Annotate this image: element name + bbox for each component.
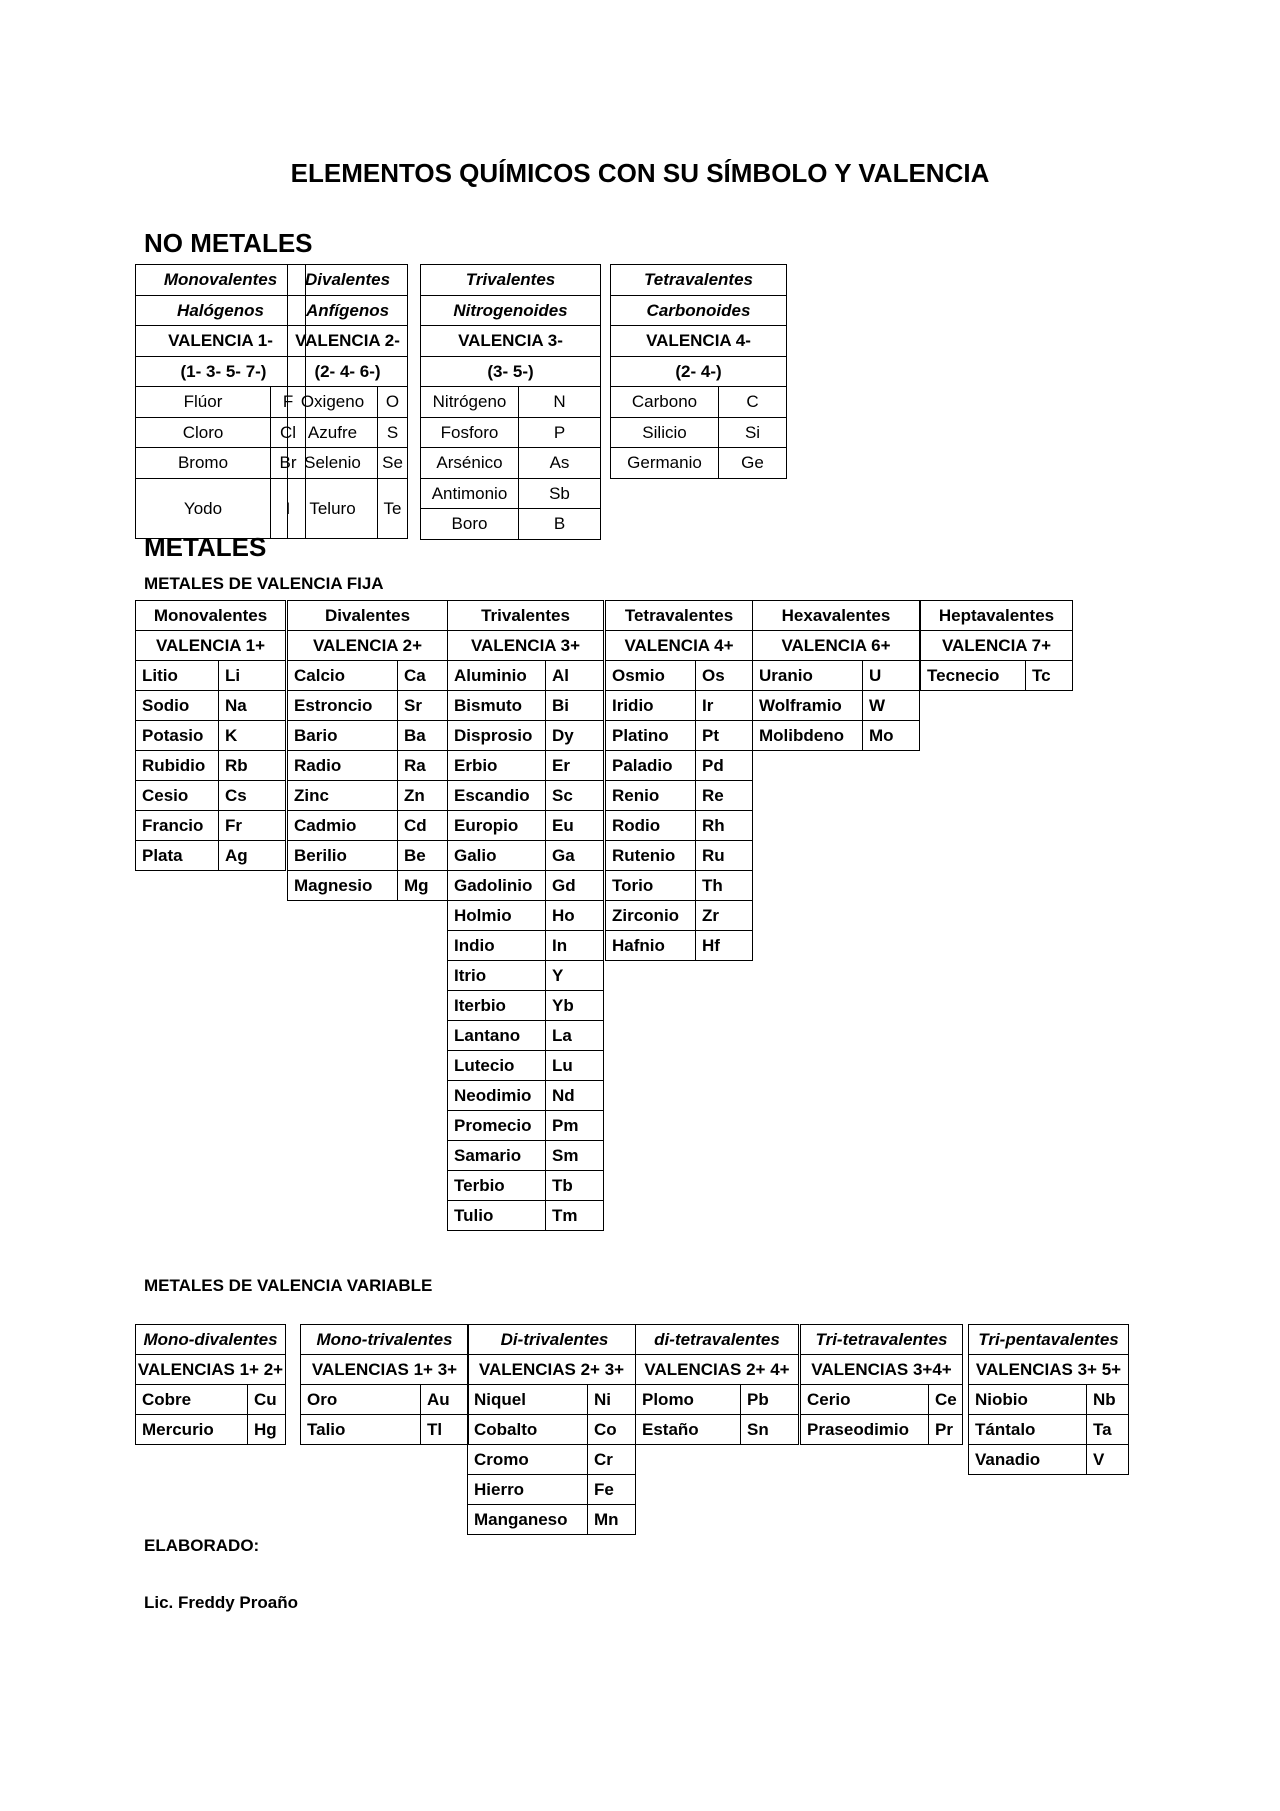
element-name: Promecio (448, 1111, 546, 1141)
metales-fija-group (135, 600, 286, 871)
element-symbol: C (719, 387, 787, 418)
element-symbol: B (519, 509, 601, 540)
element-name: Tulio (448, 1201, 546, 1231)
element-symbol: Pr (929, 1415, 963, 1445)
no-metales-group-table (420, 264, 601, 540)
metales-fija-section (135, 600, 1085, 1225)
element-symbol: U (863, 661, 920, 691)
element-name: Berilio (288, 841, 398, 871)
element-symbol: Ta (1087, 1415, 1129, 1445)
metales-fija-group (920, 600, 1073, 691)
group-type-header: Tri-tetravalentes (801, 1325, 963, 1355)
group-type-header: Tetravalentes (611, 265, 787, 296)
element-symbol: Re (696, 781, 753, 811)
element-name: Talio (301, 1415, 421, 1445)
no-metales-group-table (287, 264, 408, 539)
group-type-header: Heptavalentes (921, 601, 1073, 631)
element-symbol: Pd (696, 751, 753, 781)
metales-fija-group-table (752, 600, 920, 751)
element-name: Estaño (636, 1415, 741, 1445)
element-name: Bromo (136, 448, 271, 479)
element-name: Francio (136, 811, 219, 841)
element-symbol: Li (219, 661, 286, 691)
element-symbol: Hg (248, 1415, 286, 1445)
element-name: Renio (606, 781, 696, 811)
group-type-header: Divalentes (288, 265, 408, 296)
element-symbol: Nb (1087, 1385, 1129, 1415)
group-type-header: Divalentes (288, 601, 448, 631)
element-symbol: Eu (546, 811, 604, 841)
metales-fija-group-table (920, 600, 1073, 691)
element-symbol: Mn (588, 1505, 636, 1535)
metales-variable-group-table (467, 1324, 636, 1535)
element-name: Tántalo (969, 1415, 1087, 1445)
group-type-header: Monovalentes (136, 265, 306, 296)
group-valencia-header: VALENCIAS 2+ 3+ (468, 1355, 636, 1385)
element-name: Disprosio (448, 721, 546, 751)
element-name: Hierro (468, 1475, 588, 1505)
element-name: Europio (448, 811, 546, 841)
group-type-header: Monovalentes (136, 601, 286, 631)
element-name: Carbono (611, 387, 719, 418)
element-name: Radio (288, 751, 398, 781)
element-name: Flúor (136, 387, 271, 418)
element-symbol: Ra (398, 751, 448, 781)
element-symbol: Si (719, 417, 787, 448)
element-symbol: Ru (696, 841, 753, 871)
element-symbol: F (271, 387, 306, 418)
element-symbol: Cd (398, 811, 448, 841)
element-name: Plomo (636, 1385, 741, 1415)
element-name: Samario (448, 1141, 546, 1171)
author-name: Lic. Freddy Proaño (144, 1593, 298, 1612)
group-family-header: Anfígenos (288, 295, 408, 326)
group-type-header: Mono-divalentes (136, 1325, 286, 1355)
element-name: Gadolinio (448, 871, 546, 901)
element-symbol: Se (378, 448, 408, 479)
metales-variable-group (300, 1324, 469, 1445)
page-title: ELEMENTOS QUÍMICOS CON SU SÍMBOLO Y VALENCIA (290, 158, 990, 188)
element-symbol: O (378, 387, 408, 418)
element-symbol: Pt (696, 721, 753, 751)
no-metales-heading: NO METALES (144, 228, 313, 258)
element-name: Molibdeno (753, 721, 863, 751)
element-symbol: La (546, 1021, 604, 1051)
element-symbol: Bi (546, 691, 604, 721)
element-symbol: Os (696, 661, 753, 691)
no-metales-group (420, 264, 601, 540)
no-metales-section (135, 264, 785, 534)
element-name: Paladio (606, 751, 696, 781)
group-valencia-header: VALENCIAS 3+ 5+ (969, 1355, 1129, 1385)
no-metales-group (610, 264, 787, 479)
element-name: Oro (301, 1385, 421, 1415)
element-name: Antimonio (421, 478, 519, 509)
metales-variable-group (135, 1324, 286, 1445)
element-name: Indio (448, 931, 546, 961)
element-symbol: Ca (398, 661, 448, 691)
element-name: Osmio (606, 661, 696, 691)
element-symbol: Ce (929, 1385, 963, 1415)
element-symbol: Rh (696, 811, 753, 841)
element-name: Silicio (611, 417, 719, 448)
element-symbol: Co (588, 1415, 636, 1445)
metales-variable-group (635, 1324, 799, 1445)
element-symbol: Er (546, 751, 604, 781)
element-symbol: Ni (588, 1385, 636, 1415)
element-name: Mercurio (136, 1415, 248, 1445)
element-name: Fosforo (421, 417, 519, 448)
element-name: Terbio (448, 1171, 546, 1201)
group-valencias-header: (1- 3- 5- 7-) (136, 356, 306, 387)
metales-variable-group-table (135, 1324, 286, 1445)
metales-fija-group (752, 600, 920, 751)
element-name: Neodimio (448, 1081, 546, 1111)
element-symbol: Tm (546, 1201, 604, 1231)
element-name: Lutecio (448, 1051, 546, 1081)
group-valencia-header: VALENCIA 4- (611, 326, 787, 357)
element-name: Wolframio (753, 691, 863, 721)
element-name: Potasio (136, 721, 219, 751)
element-name: Iterbio (448, 991, 546, 1021)
element-symbol: W (863, 691, 920, 721)
group-valencia-header: VALENCIAS 1+ 2+ (136, 1355, 286, 1385)
element-symbol: Dy (546, 721, 604, 751)
element-name: Boro (421, 509, 519, 540)
element-name: Magnesio (288, 871, 398, 901)
group-valencia-header: VALENCIAS 1+ 3+ (301, 1355, 469, 1385)
element-name: Cloro (136, 417, 271, 448)
element-name: Yodo (136, 478, 271, 538)
element-symbol: Ir (696, 691, 753, 721)
element-name: Escandio (448, 781, 546, 811)
element-name: Niobio (969, 1385, 1087, 1415)
element-name: Rubidio (136, 751, 219, 781)
element-name: Vanadio (969, 1445, 1087, 1475)
group-valencia-header: VALENCIA 7+ (921, 631, 1073, 661)
metales-fija-group (447, 600, 604, 1231)
metales-fija-group-table (447, 600, 604, 1231)
element-name: Erbio (448, 751, 546, 781)
element-symbol: Fe (588, 1475, 636, 1505)
metales-variable-group (800, 1324, 963, 1445)
metales-fija-group (605, 600, 753, 961)
elaborado-label: ELABORADO: (144, 1536, 260, 1555)
group-valencia-header: VALENCIA 3+ (448, 631, 604, 661)
element-symbol: Be (398, 841, 448, 871)
metales-fija-group-table (287, 600, 448, 901)
element-symbol: Sc (546, 781, 604, 811)
element-symbol: Cl (271, 417, 306, 448)
element-name: Hafnio (606, 931, 696, 961)
group-valencias-header: (2- 4- 6-) (288, 356, 408, 387)
group-family-header: Halógenos (136, 295, 306, 326)
element-name: Cobalto (468, 1415, 588, 1445)
element-name: Cadmio (288, 811, 398, 841)
metales-variable-group (968, 1324, 1129, 1475)
element-symbol: Mo (863, 721, 920, 751)
element-symbol: Gd (546, 871, 604, 901)
element-name: Tecnecio (921, 661, 1026, 691)
element-name: Zirconio (606, 901, 696, 931)
no-metales-group-table (610, 264, 787, 479)
group-valencia-header: VALENCIAS 3+4+ (801, 1355, 963, 1385)
element-name: Bario (288, 721, 398, 751)
metales-fija-heading: METALES DE VALENCIA FIJA (144, 574, 384, 593)
element-symbol: Sr (398, 691, 448, 721)
element-name: Rutenio (606, 841, 696, 871)
element-name: Selenio (288, 448, 378, 479)
group-family-header: Nitrogenoides (421, 295, 601, 326)
group-family-header: Carbonoides (611, 295, 787, 326)
element-symbol: Br (271, 448, 306, 479)
element-name: Germanio (611, 448, 719, 479)
element-symbol: Te (378, 478, 408, 538)
group-valencia-header: VALENCIA 2+ (288, 631, 448, 661)
element-name: Rodio (606, 811, 696, 841)
element-name: Oxigeno (288, 387, 378, 418)
metales-heading: METALES (144, 532, 267, 562)
element-name: Litio (136, 661, 219, 691)
group-type-header: Tetravalentes (606, 601, 753, 631)
element-name: Niquel (468, 1385, 588, 1415)
element-name: Cobre (136, 1385, 248, 1415)
element-symbol: Au (421, 1385, 469, 1415)
element-name: Iridio (606, 691, 696, 721)
element-symbol: Pm (546, 1111, 604, 1141)
element-symbol: Cu (248, 1385, 286, 1415)
element-symbol: Mg (398, 871, 448, 901)
element-name: Zinc (288, 781, 398, 811)
element-name: Itrio (448, 961, 546, 991)
element-name: Cesio (136, 781, 219, 811)
metales-variable-section (135, 1324, 1145, 1534)
element-name: Aluminio (448, 661, 546, 691)
element-name: Plata (136, 841, 219, 871)
element-name: Azufre (288, 417, 378, 448)
metales-fija-group (287, 600, 448, 901)
no-metales-group (287, 264, 408, 539)
element-name: Holmio (448, 901, 546, 931)
group-type-header: Di-trivalentes (468, 1325, 636, 1355)
group-type-header: di-tetravalentes (636, 1325, 799, 1355)
group-valencia-header: VALENCIA 6+ (753, 631, 920, 661)
group-valencias-header: (3- 5-) (421, 356, 601, 387)
element-symbol: Yb (546, 991, 604, 1021)
element-name: Estroncio (288, 691, 398, 721)
metales-variable-heading: METALES DE VALENCIA VARIABLE (144, 1276, 433, 1295)
group-type-header: Trivalentes (448, 601, 604, 631)
group-valencia-header: VALENCIA 2- (288, 326, 408, 357)
element-symbol: Ba (398, 721, 448, 751)
element-symbol: Zn (398, 781, 448, 811)
element-symbol: Fr (219, 811, 286, 841)
element-name: Bismuto (448, 691, 546, 721)
element-symbol: Tl (421, 1415, 469, 1445)
element-symbol: Na (219, 691, 286, 721)
element-symbol: Ga (546, 841, 604, 871)
element-name: Manganeso (468, 1505, 588, 1535)
element-symbol: Cs (219, 781, 286, 811)
element-name: Uranio (753, 661, 863, 691)
element-name: Arsénico (421, 448, 519, 479)
element-symbol: Sm (546, 1141, 604, 1171)
group-type-header: Hexavalentes (753, 601, 920, 631)
group-valencia-header: VALENCIAS 2+ 4+ (636, 1355, 799, 1385)
element-symbol: Al (546, 661, 604, 691)
element-symbol: In (546, 931, 604, 961)
group-valencia-header: VALENCIA 3- (421, 326, 601, 357)
metales-fija-group-table (605, 600, 753, 961)
element-name: Galio (448, 841, 546, 871)
element-symbol: Th (696, 871, 753, 901)
element-name: Calcio (288, 661, 398, 691)
element-symbol: Ge (719, 448, 787, 479)
element-name: Teluro (288, 478, 378, 538)
element-symbol: Sn (741, 1415, 799, 1445)
element-symbol: Tc (1026, 661, 1073, 691)
element-symbol: Sb (519, 478, 601, 509)
element-name: Lantano (448, 1021, 546, 1051)
group-type-header: Mono-trivalentes (301, 1325, 469, 1355)
group-type-header: Tri-pentavalentes (969, 1325, 1129, 1355)
element-symbol: Tb (546, 1171, 604, 1201)
metales-fija-group-table (135, 600, 286, 871)
element-name: Praseodimio (801, 1415, 929, 1445)
element-symbol: Ho (546, 901, 604, 931)
element-symbol: I (271, 478, 306, 538)
group-valencia-header: VALENCIA 4+ (606, 631, 753, 661)
element-name: Platino (606, 721, 696, 751)
group-valencias-header: (2- 4-) (611, 356, 787, 387)
element-symbol: Ag (219, 841, 286, 871)
element-symbol: As (519, 448, 601, 479)
group-valencia-header: VALENCIA 1- (136, 326, 306, 357)
element-symbol: Cr (588, 1445, 636, 1475)
element-name: Sodio (136, 691, 219, 721)
element-name: Nitrógeno (421, 387, 519, 418)
metales-variable-group-table (800, 1324, 963, 1445)
metales-variable-group-table (300, 1324, 469, 1445)
element-name: Cromo (468, 1445, 588, 1475)
element-symbol: N (519, 387, 601, 418)
element-symbol: Zr (696, 901, 753, 931)
metales-variable-group (467, 1324, 636, 1535)
element-symbol: S (378, 417, 408, 448)
group-type-header: Trivalentes (421, 265, 601, 296)
metales-variable-group-table (968, 1324, 1129, 1475)
no-metales-group (135, 264, 306, 539)
element-symbol: Pb (741, 1385, 799, 1415)
element-symbol: Lu (546, 1051, 604, 1081)
metales-variable-group-table (635, 1324, 799, 1445)
element-symbol: Nd (546, 1081, 604, 1111)
element-symbol: P (519, 417, 601, 448)
element-symbol: K (219, 721, 286, 751)
element-symbol: Rb (219, 751, 286, 781)
element-name: Cerio (801, 1385, 929, 1415)
element-symbol: Hf (696, 931, 753, 961)
element-symbol: Y (546, 961, 604, 991)
element-name: Torio (606, 871, 696, 901)
no-metales-group-table (135, 264, 306, 539)
element-symbol: V (1087, 1445, 1129, 1475)
group-valencia-header: VALENCIA 1+ (136, 631, 286, 661)
